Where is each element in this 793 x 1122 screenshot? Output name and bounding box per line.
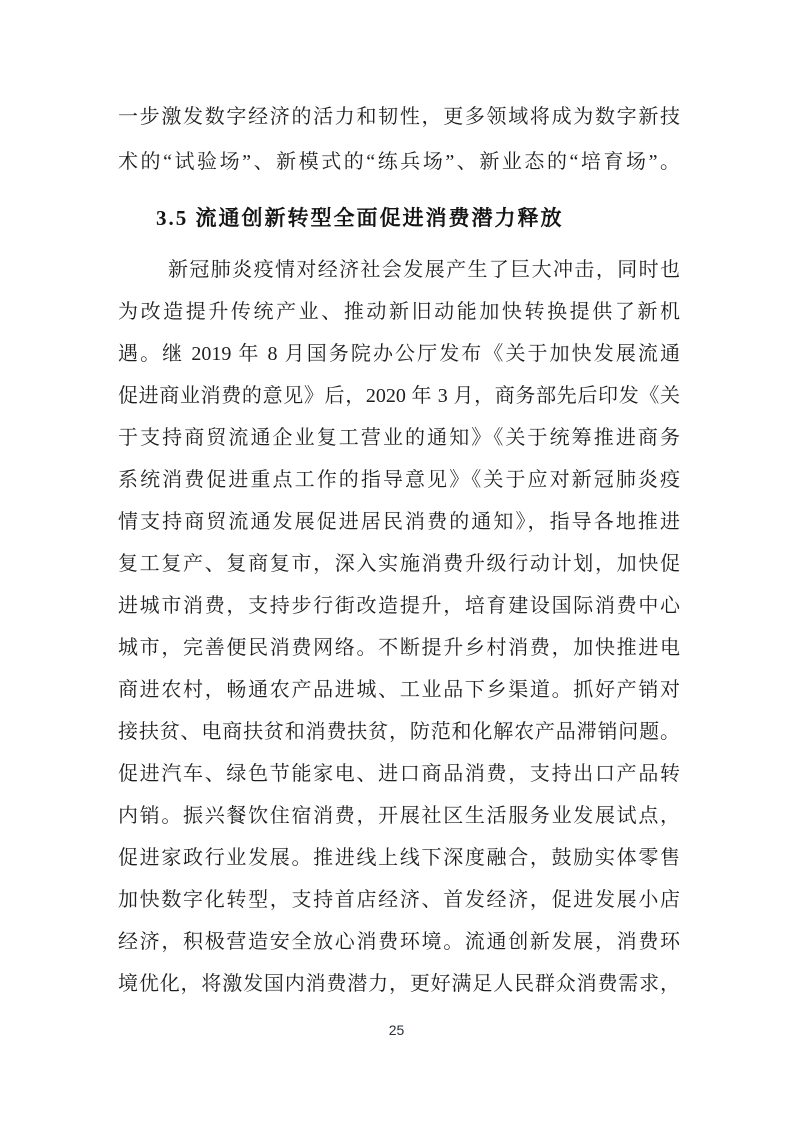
text-line: 进城市消费，支持步行街改造提升，培育建设国际消费中心 — [118, 595, 680, 617]
text-line: 加快数字化转型，支持首店经济、首发经济，促进发展小店 — [118, 889, 680, 911]
text-line: 促进汽车、绿色节能家电、进口商品消费，支持出口产品转 — [118, 763, 680, 785]
text-line: 系统消费促进重点工作的指导意见》《关于应对新冠肺炎疫 — [118, 469, 680, 491]
text-line: 新冠肺炎疫情对经济社会发展产生了巨大冲击，同时也 — [168, 259, 680, 281]
text-line: 遇。继 2019 年 8 月国务院办公厅发布《关于加快发展流通 — [118, 343, 680, 365]
text-line: 为改造提升传统产业、推动新旧动能加快转换提供了新机 — [118, 301, 680, 323]
text-line: 接扶贫、电商扶贫和消费扶贫，防范和化解农产品滞销问题。 — [118, 721, 680, 743]
text-line: 情支持商贸流通发展促进居民消费的通知》，指导各地推进 — [118, 511, 680, 533]
text-line: 术的“试验场”、新模式的“练兵场”、新业态的“培育场”。 — [118, 151, 680, 173]
text-line: 一步激发数字经济的活力和韧性，更多领域将成为数字新技 — [118, 106, 680, 128]
text-line: 复工复产、复商复市，深入实施消费升级行动计划，加快促 — [118, 553, 680, 575]
text-line: 内销。振兴餐饮住宿消费，开展社区生活服务业发展试点， — [118, 805, 680, 827]
paragraph-continuation — [118, 95, 680, 185]
body-paragraph — [118, 249, 680, 1005]
text-line: 城市，完善便民消费网络。不断提升乡村消费，加快推进电 — [118, 637, 680, 659]
text-line: 促进商业消费的意见》后，2020 年 3 月，商务部先后印发《关 — [118, 385, 680, 407]
text-line: 于支持商贸流通企业复工营业的通知》《关于统筹推进商务 — [118, 427, 680, 449]
page-content — [118, 95, 680, 1005]
text-line: 境优化，将激发国内消费潜力，更好满足人民群众消费需求， — [118, 973, 680, 995]
page-number: 25 — [388, 1022, 405, 1038]
text-line: 经济，积极营造安全放心消费环境。流通创新发展，消费环 — [118, 931, 680, 953]
text-line: 促进家政行业发展。推进线上线下深度融合，鼓励实体零售 — [118, 847, 680, 869]
section-heading: 3.5 流通创新转型全面促进消费潜力释放 — [156, 206, 564, 230]
text-line: 商进农村，畅通农产品进城、工业品下乡渠道。抓好产销对 — [118, 679, 680, 701]
